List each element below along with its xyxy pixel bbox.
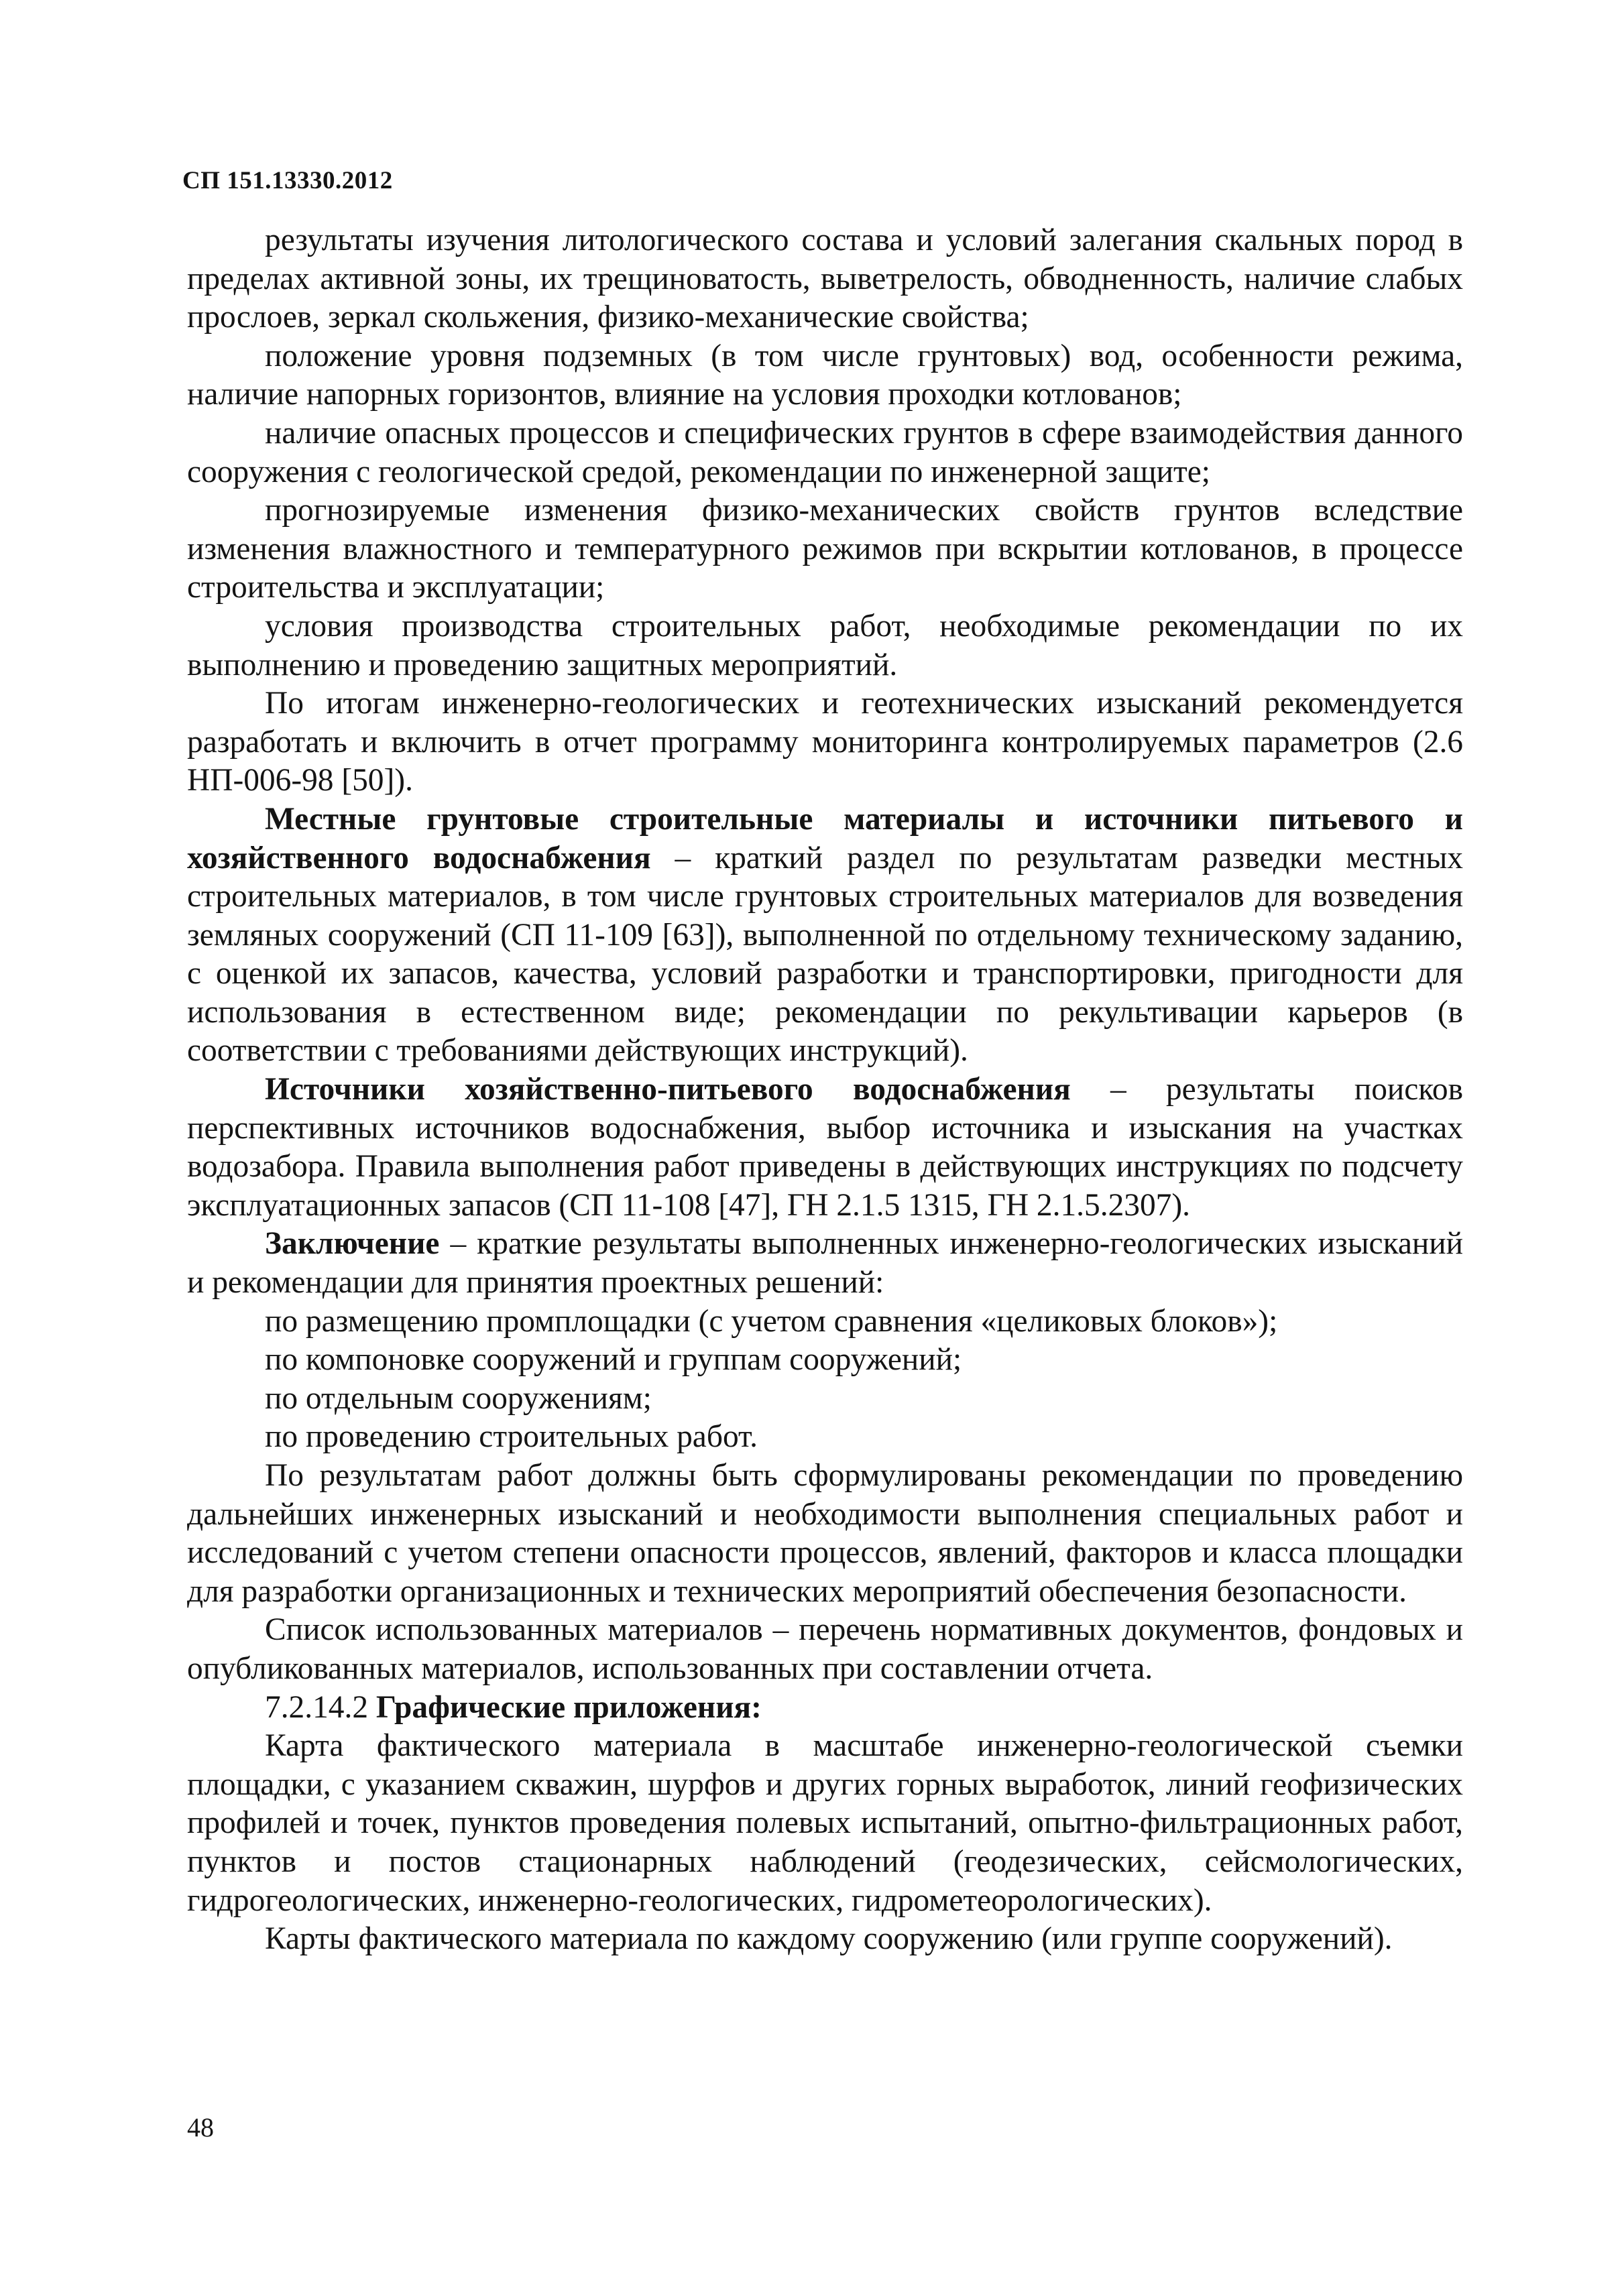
paragraph-maps-per-structure [187, 1920, 1463, 1959]
paragraph-references [187, 1611, 1463, 1688]
paragraph-text: положение уровня подземных (в том числе грунтовых) вод, особенности режима, наличие напорных горизонтов, влияние на условия проходки котлованов; [187, 338, 1463, 412]
paragraph-text: – результаты поисков перспективных источников водоснабжения, выбор источника и изыскания на участках водозабора. Правила выполнения работ приведены в действующих инструкциях по подсчету эксплуатационных запасов (СП 11-108 [47], ГН 2.1.5 1315, ГН 2.1.5.2307). [187, 1072, 1463, 1223]
paragraph-conclusion [187, 1225, 1463, 1302]
paragraph-text: по компоновке сооружений и группам сооружений; [265, 1342, 962, 1378]
paragraph-text: Список использованных материалов – перечень нормативных документов, фондовых и опубликованных материалов, использованных при составлении отчета. [187, 1612, 1463, 1686]
paragraph-text: Карта фактического материала в масштабе инженерно-геологической съемки площадки, с указанием скважин, шурфов и других горных выработок, линий геофизических профилей и точек, пунктов проведения полевых испытаний, опытно-фильтрационных работ, пунктов и постов стационарных наблюдений (геодезических, сейсмологических, гидрогеологических, инженерно-геологических, гидрометеорологических). [187, 1728, 1463, 1918]
section-number: 7.2.14.2 [265, 1689, 376, 1725]
paragraph-map [187, 1727, 1463, 1920]
list-item-3 [187, 1380, 1463, 1418]
paragraph-text: – краткий раздел по результатам разведки местных строительных материалов, в том числе грунтовых строительных материалов для возведения земляных сооружений (СП 11-109 [63]), выполненной по отдельному техническому заданию, с оценкой их запасов, качества, условий разработки и транспортировки, пригодности для использования в естественном виде; рекомендации по рекультивации карьеров (в соответствии с требованиями действующих инструкций). [187, 840, 1464, 1069]
paragraph-text: По итогам инженерно-геологических и геотехнических изысканий рекомендуется разработать и включить в отчет программу мониторинга контролируемых параметров (2.6 НП-006-98 [50]). [187, 686, 1463, 798]
paragraph-recommendations [187, 1457, 1463, 1611]
list-item-4 [187, 1418, 1463, 1457]
page-number: 48 [187, 2112, 214, 2142]
paragraph-text: прогнозируемые изменения физико-механических свойств грунтов вследствие изменения влажностного и температурного режимов при вскрытии котлованов, в процессе строительства и эксплуатации; [187, 493, 1463, 605]
list-item-1 [187, 1303, 1463, 1341]
paragraph-local-materials [187, 800, 1463, 1071]
paragraph-2 [187, 337, 1463, 414]
section-heading: Источники хозяйственно-питьевого водоснабжения [265, 1072, 1071, 1107]
paragraph-text: условия производства строительных работ, необходимые рекомендации по их выполнению и проведению защитных мероприятий. [187, 608, 1463, 682]
subsection-heading-graphics [187, 1689, 1463, 1728]
paragraph-text: По результатам работ должны быть сформулированы рекомендации по проведению дальнейших инженерных изысканий и необходимости выполнения специальных работ и исследований с учетом степени опасности процессов, явлений, факторов и класса площадки для разработки организационных и технических мероприятий обеспечения безопасности. [187, 1458, 1463, 1609]
document-body [187, 221, 1463, 1959]
paragraph-text: наличие опасных процессов и специфических грунтов в сфере взаимодействия данного сооружения с геологической средой, рекомендации по инженерной защите; [187, 415, 1463, 489]
paragraph-text: – краткие результаты выполненных инженерно-геологических изысканий и рекомендации для принятия проектных решений: [187, 1226, 1463, 1301]
paragraph-text: по размещению промплощадки (с учетом сравнения «целиковых блоков»); [265, 1303, 1278, 1339]
paragraph-6 [187, 684, 1463, 800]
paragraph-4 [187, 491, 1463, 607]
paragraph-text: Карты фактического материала по каждому сооружению (или группе сооружений). [265, 1921, 1393, 1957]
list-item-2 [187, 1341, 1463, 1380]
paragraph-5 [187, 607, 1463, 684]
paragraph-text: результаты изучения литологического состава и условий залегания скальных пород в пределах активной зоны, их трещиноватость, выветрелость, обводненность, наличие слабых прослоев, зеркал скольжения, физико-механические свойства; [187, 223, 1463, 335]
paragraph-text: по отдельным сооружениям; [265, 1380, 652, 1416]
section-heading: Местные грунтовые строительные материалы и источники питьевого и хозяйственного водоснабжения [187, 801, 1463, 875]
paragraph-1 [187, 221, 1463, 337]
paragraph-water-sources [187, 1071, 1463, 1225]
section-heading: Графические приложения: [375, 1689, 762, 1725]
section-heading: Заключение [265, 1226, 440, 1262]
paragraph-3 [187, 414, 1463, 491]
document-code-header: СП 151.13330.2012 [182, 167, 393, 194]
paragraph-text: по проведению строительных работ. [265, 1419, 758, 1455]
